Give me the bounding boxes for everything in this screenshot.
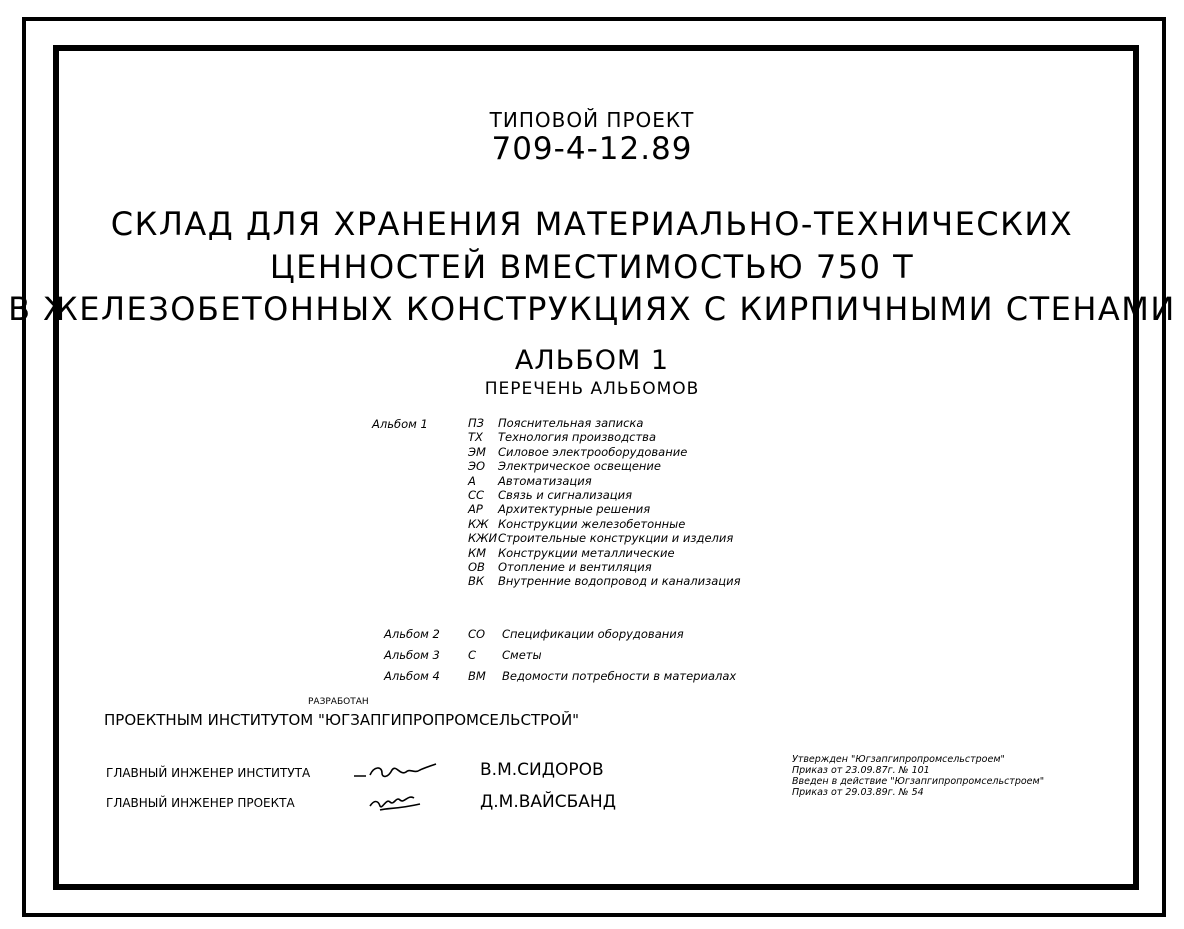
signature-name: Д.М.ВАЙСБАНД [480,792,616,812]
album-subtitle: ПЕРЕЧЕНЬ АЛЬБОМОВ [484,379,700,399]
other-albums-list [384,624,736,687]
project-label: ТИПОВОЙ ПРОЕКТ [489,108,695,132]
signature-name: В.М.СИДОРОВ [480,760,604,780]
approval-line: Введен в действие "Югзапгипропромсельстроем" [792,776,1045,787]
project-number: 709-4-12.89 [491,131,693,167]
signature-role: ГЛАВНЫЙ ИНЖЕНЕР ИНСТИТУТА [106,766,311,780]
list-item: ОВ Отопление и вентиляция [468,560,652,575]
developer-institute: ПРОЕКТНЫМ ИНСТИТУТОМ "ЮГЗАПГИПРОПРОМСЕЛЬСТРОЙ" [104,711,580,729]
list-item: ЭМ Силовое электрооборудование [468,444,688,459]
list-item: Альбом 4 ВМ Ведомости потребности в материалах [384,669,737,683]
album-title: АЛЬБОМ 1 [514,345,670,376]
list-item: КЖ Конструкции железобетонные [468,516,686,531]
signature-scribble-1 [352,758,438,784]
title-line-1: СКЛАД ДЛЯ ХРАНЕНИЯ МАТЕРИАЛЬНО-ТЕХНИЧЕСКИХ [110,205,1074,243]
list-item: ПЗ Пояснительная записка [468,416,644,430]
list-item: КМ Конструкции металлические [468,545,675,560]
list-item: А Автоматизация [468,473,592,488]
title-line-3: В ЖЕЛЕЗОБЕТОННЫХ КОНСТРУКЦИЯХ С КИРПИЧНЫМИ СТЕНАМИ [8,290,1176,328]
list-item: Альбом 2 СО Спецификации оборудования [384,627,684,641]
album1-list [468,416,741,589]
approval-line: Приказ от 29.03.89г. № 54 [792,787,924,798]
list-item: КЖИСтроительные конструкции и изделия [468,531,734,546]
title-line-2: ЦЕННОСТЕЙ ВМЕСТИМОСТЬЮ 750 Т [269,248,915,286]
approval-block [792,754,1044,798]
developer-label: РАЗРАБОТАН [308,697,369,707]
list-item: Альбом 3 С Сметы [384,648,542,662]
signature-role: ГЛАВНЫЙ ИНЖЕНЕР ПРОЕКТА [106,796,295,810]
list-item: СС Связь и сигнализация [468,488,633,503]
approval-line: Утвержден "Югзапгипропромсельстроем" [792,754,1005,765]
list-item: ТХ Технология производства [468,430,656,445]
album1-label: Альбом 1 [372,417,428,431]
list-item: ЭО Электрическое освещение [468,459,661,474]
signature-scribble-2 [368,790,424,814]
approval-line: Приказ от 23.09.87г. № 101 [792,765,930,776]
list-item: АР Архитектурные решения [468,502,651,517]
list-item: ВК Внутренние водопровод и канализация [468,574,741,589]
